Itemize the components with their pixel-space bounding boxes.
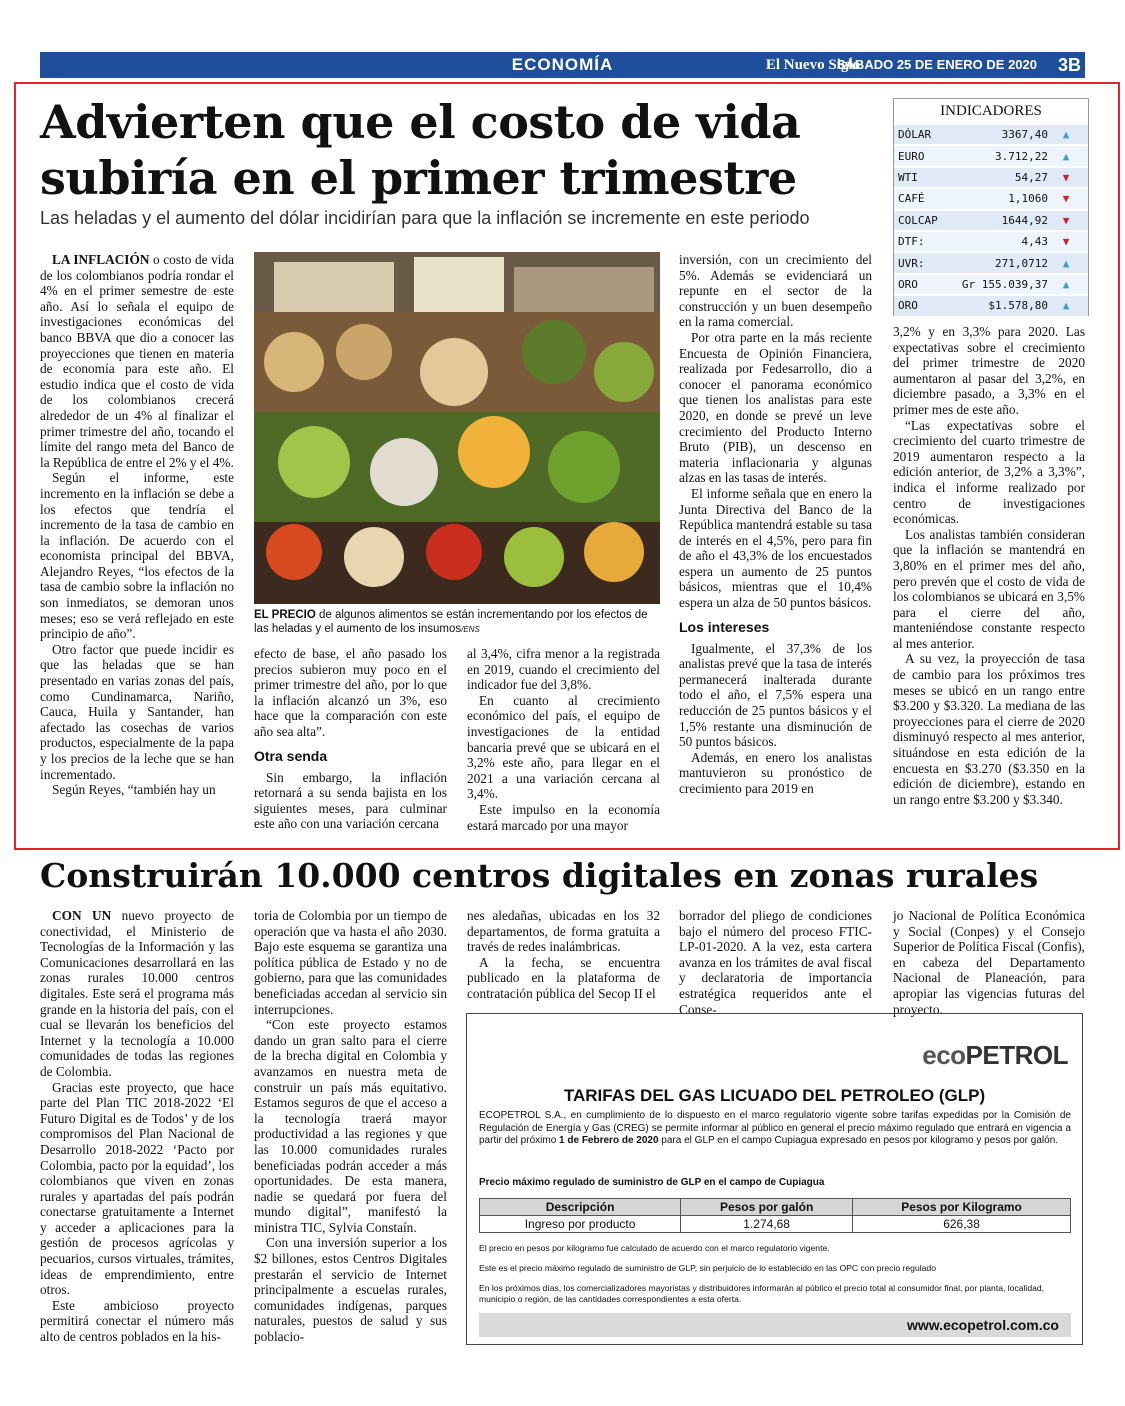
paragraph: [40, 252, 234, 470]
paragraph: “Las expectativas sobre el crecimiento del cuarto trimestre de 2019 aumentaron respecto a la edición anterior, de 3,2% a 3,3%”, indica el informe realizado por centro de investigaciones económicas.: [893, 417, 1085, 527]
article2-column-4: [679, 908, 872, 1017]
logo-part-a: eco: [922, 1040, 966, 1070]
indicators-box: [893, 98, 1089, 316]
paragraph: efecto de base, el año pasado los precios subieron muy poco en el primer trimestre del año, por lo que la inflación alcanzó un 3%, eso hace que la comparación con este año sea alta”.: [254, 646, 447, 739]
paragraph: Igualmente, el 37,3% de los analistas prevé que la tasa de interés permanecerá inalterada durante todo el año, el 7,5% espera una reducción de 25 puntos básicos y el 1,5% restante una disminución de 50 puntos básicos.: [679, 640, 872, 750]
article2-column-2: [254, 908, 447, 1345]
indicators-title: INDICADORES: [940, 103, 1042, 119]
lead-in: CON UN: [52, 908, 112, 923]
paragraph: inversión, con un crecimiento del 5%. Además se evidenciará un repunte en el sector de la construcción y un buen desempeño en la rama comercial.: [679, 252, 872, 330]
ad-note: En los próximos días, los comercializadores mayoristas y distribuidores informarán al público el precio total al consumidor final, por planta, localidad, municipio o región, de las cantidades correspondientes a esta oferta.: [479, 1283, 1045, 1304]
section-title: ECONOMÍA: [511, 55, 614, 74]
indicator-value: 1,1060: [1008, 192, 1048, 206]
indicator-value: 3.712,22: [995, 149, 1048, 163]
table-cell: 626,38: [853, 1216, 1071, 1233]
triangle-up-icon: ▲: [1062, 128, 1070, 142]
indicator-name: ORO: [898, 277, 918, 291]
indicator-row: [894, 187, 1088, 208]
table-cell: 1.274,68: [681, 1216, 853, 1233]
photo-credit: /ENS: [461, 625, 480, 634]
table-header-row: [480, 1199, 1071, 1216]
ecopetrol-logo: [922, 1040, 1068, 1071]
paragraph: Este impulso en la economía estará marcado por una mayor: [467, 801, 660, 833]
indicator-name: UVR:: [898, 256, 925, 270]
indicator-value: 54,27: [1014, 170, 1048, 184]
paragraph: Este ambicioso proyecto permitirá conectar el número más alto de centros poblados en la his-: [40, 1297, 234, 1345]
paragraph: Gracias este proyecto, que hace parte del Plan TIC 2018-2022 ‘El Futuro Digital es de Todos’ y de los compromisos del Plan Nacional de Desarrollo 2018-2022 ‘Pacto por Colombia, pacto por la equidad’, los colombianos que viven en zonas rurales y apartadas del país podrán conectarse gratuitamente a Internet y acceder a aplicaciones para la gestión de procesos agrícolas y pecuarios, cursos virtuales, trámites, ideas de emprendimiento, entre otros.: [40, 1079, 234, 1298]
article2-column-5: [893, 908, 1085, 1017]
indicator-value: 1644,92: [1001, 213, 1048, 227]
indicator-row: [894, 230, 1088, 251]
indicator-row: [894, 273, 1088, 294]
ad-body-text: ECOPETROL S.A., en cumplimiento de lo dispuesto en el marco regulatorio vigente sobre tarifas expedidas por la Comisión de Regulación de Energía y Gas (CREG) se permite informar al público en general el precio máximo regulado que entrará en vigencia a partir del próximo: [479, 1110, 1071, 1146]
triangle-up-icon: ▲: [1062, 277, 1070, 291]
indicator-name: CAFÉ: [898, 192, 925, 206]
table-cell: Ingreso por producto: [480, 1216, 681, 1233]
triangle-down-icon: ▼: [1062, 170, 1070, 184]
triangle-up-icon: ▲: [1062, 256, 1070, 270]
indicator-value: Gr 155.039,37: [961, 277, 1048, 291]
newspaper-name: El Nuevo Siglo: [765, 57, 860, 73]
table-header: Pesos por Kilogramo: [853, 1199, 1071, 1216]
paragraph: 3,2% y en 3,3% para 2020. Las expectativas sobre el crecimiento del primer trimestre de 2020 aumentaron al pasar del 3,2%, en diciembre pasado, a 3,3% en el primer mes de este año.: [893, 324, 1085, 417]
table-row: [480, 1216, 1071, 1233]
ad-body: [479, 1110, 1071, 1148]
ad-body-date: 1 de Febrero de 2020: [559, 1135, 659, 1146]
triangle-down-icon: ▼: [1062, 192, 1070, 206]
article-headline: Advierten que el costo de vida subiría en el primer trimestre: [40, 95, 801, 205]
subheading: Los intereses: [679, 618, 770, 635]
indicator-name: DÓLAR: [898, 128, 932, 142]
indicator-row: [894, 166, 1088, 187]
triangle-up-icon: ▲: [1062, 299, 1070, 313]
market-photo: [254, 252, 660, 604]
triangle-up-icon: ▲: [1062, 149, 1070, 163]
paragraph: Además, en enero los analistas mantuvieron su pronóstico de crecimiento para 2019 en: [679, 749, 872, 796]
indicator-value: 271,0712: [995, 256, 1048, 270]
logo-part-b: PETROL: [965, 1040, 1068, 1070]
article-column-3: [467, 646, 660, 833]
paragraph: Según el informe, este incremento en la inflación se debe a los efectos que tendría el incremento de la tasa de cambio en la inflación. De acuerdo con el economista principal del BBVA, Alejandro Reyes, “los efectos de la tasa de cambio sobre la inflación no son inmediatos, se demoran unos meses; eso se verá reflejado en este principio de año”.: [40, 470, 234, 642]
ad-note: Este es el precio máximo regulado de suministro de GLP, sin perjuicio de lo establecido en las OPC con precio regulado: [479, 1263, 936, 1273]
paragraph: En cuanto al crecimiento económico del país, el equipo de investigaciones de la entidad bancaria prevé que se ubicará en el 3,2% este año, para llegar en el 2021 a una variación cercana al 3,4%.: [467, 692, 660, 802]
article2-column-3: [467, 908, 660, 1002]
price-table: [479, 1198, 1071, 1233]
lead-in: LA INFLACIÓN: [52, 252, 150, 267]
paragraph: A la fecha, se encuentra publicado en la plataforma de contratación pública del Secop II el: [467, 954, 660, 1001]
indicator-name: EURO: [898, 149, 925, 163]
paragraph-text: o costo de vida de los colombianos podría rondar el 4% en el primer semestre de este año. Así lo señala el equipo de investigaciones económicas del banco BBVA que dio a conocer las proyecciones que tienen en materia de economía para este año. El estudio indica que el costo de vida de los colombianos crecerá alrededor de un 4% al finalizar el primer trimestre del año, tocando el límite del rango meta del Banco de la República de entre el 2% y el 4%.: [40, 252, 234, 470]
indicator-value: 4,43: [1021, 235, 1048, 249]
triangle-down-icon: ▼: [1062, 213, 1070, 227]
issue-date: SÁBADO 25 DE ENERO DE 2020: [836, 57, 1037, 72]
paragraph: “Con este proyecto estamos dando un gran salto para el cierre de la brecha digital en Colombia y avanzamos en nuestra meta de construir un país más equitativo. Estamos seguros de que el acceso a la tecnología traerá mayor productividad a las regiones y que las 10.000 comunidades rurales beneficiadas podrán acceder a más oportunidades. De esta manera, nadie se quedará por fuera del mundo digital”, manifestó la ministra TIC, Sylvia Constaín.: [254, 1017, 447, 1235]
ad-note: El precio en pesos por kilogramo fue calculado de acuerdo con el marco regulatorio vigente.: [479, 1243, 830, 1253]
article-column-5: [893, 324, 1085, 807]
indicator-name: COLCAP: [898, 213, 938, 227]
indicator-name: WTI: [898, 170, 918, 184]
paragraph: Sin embargo, la inflación retornará a su senda bajista en los siguientes meses, para culminar este año con una variación cercana: [254, 769, 447, 832]
article2-column-1: [40, 908, 234, 1345]
triangle-down-icon: ▼: [1062, 235, 1070, 249]
paragraph: Con una inversión superior a los $2 billones, estos Centros Digitales prestarán el servicio de Internet principalmente a escuelas rurales, comunidades indígenas, parques naturales, puestos de salud y sus poblacio-: [254, 1235, 447, 1345]
indicator-row: [894, 144, 1088, 165]
paragraph: Según Reyes, “también hay un: [52, 782, 216, 798]
paragraph: El informe señala que en enero la Junta Directiva del Banco de la República mantendrá estable su tasa de interés en el 4,5%, pero para fin de año el 43,3% de los encuestados espera un aumento de 25 puntos básicos, mientras que el 10,4% espera un alza de 50 puntos básicos.: [679, 485, 872, 611]
table-header: Descripción: [480, 1199, 681, 1216]
paragraph: Otro factor que puede incidir es que las heladas que se han presentado en varias zonas del país, como Cundinamarca, Nariño, Cauca, Huila y Santander, han afectado las cosechas de varios productos, especialmente de la papa y los precios de la leche que se han incrementado.: [40, 641, 234, 782]
ad-table-caption: Precio máximo regulado de suministro de GLP en el campo de Cupiagua: [479, 1177, 825, 1188]
paragraph: Por otra parte en la más reciente Encuesta de Opinión Financiera, realizada por Fedesarrollo, dio a conocer el panorama económico que tienen los analistas para este 2020, en donde se prevé un leve crecimiento del Producto Interno Bruto (PIB), un descenso en materia inflacionaria y algunas alzas en las tasas de interés.: [679, 329, 872, 486]
indicator-row: [894, 123, 1088, 144]
second-article-headline: Construirán 10.000 centros digitales en zonas rurales: [40, 856, 1039, 895]
article-column-2: [254, 646, 447, 832]
subheading: Otra senda: [254, 747, 328, 764]
paragraph: [40, 908, 234, 1080]
section-header-bar: [40, 52, 1085, 78]
article-subheadline: Las heladas y el aumento del dólar incidirían para que la inflación se incremente en este periodo: [40, 208, 810, 228]
paragraph: al 3,4%, cifra menor a la registrada en 2019, cuando el crecimiento del indicador fue del 3,8%.: [467, 646, 660, 693]
table-header: Pesos por galón: [681, 1199, 853, 1216]
indicator-row: [894, 251, 1088, 272]
photo-caption: [254, 608, 660, 637]
indicator-value: 3367,40: [1001, 128, 1048, 142]
indicator-row: [894, 209, 1088, 230]
indicator-name: DTF:: [898, 235, 925, 249]
indicator-value: $1.578,80: [988, 299, 1048, 313]
indicators-table: [894, 123, 1088, 316]
article-column-1: [40, 252, 234, 798]
caption-lead: EL PRECIO: [254, 609, 316, 621]
ad-body-text: para el GLP en el campo Cupiagua expresado en pesos por kilogramo y pesos por galón.: [658, 1135, 1059, 1146]
ecopetrol-ad: [466, 1013, 1083, 1345]
paragraph: toria de Colombia por un tiempo de operación que va hasta el año 2030. Bajo este esquema se garantiza una política pública de Estado y no de gobierno, para que las comunidades beneficiadas accedan al servicio sin interrupciones.: [254, 908, 447, 1017]
indicator-name: ORO: [898, 299, 918, 313]
page-number: 3B: [1057, 55, 1081, 75]
indicator-row: [894, 294, 1088, 315]
caption-text: de algunos alimentos se están incrementando por los efectos de las heladas y el aumento de los insumos: [254, 609, 648, 635]
paragraph: jo Nacional de Política Económica y Social (Conpes) y el Consejo Superior de Política Fiscal (Confis), en cabeza del Departamento Nacional de Planeación, para apropiar las vigencias futuras del proyecto.: [893, 908, 1085, 1017]
article-column-4: [679, 252, 872, 797]
paragraph: Los analistas también consideran que la inflación se mantendrá en 3,80% en el primer mes del año, pero prevén que el costo de vida de los colombianos se ubicará en 3,5% para el cierre del año, manteniéndose constante respecto al mes anterior.: [893, 526, 1085, 651]
paragraph-text: nuevo proyecto de conectividad, el Ministerio de Tecnologías de la Información y las Comunicaciones desarrollará en las zonas rurales 10.000 centros digitales. Este será el programa más grande en la historia del país, con el cual se llevarán los beneficios del Internet y la tecnología a 10.000 comunidades de todas las regiones de Colombia.: [40, 908, 234, 1079]
market-stall-image: [254, 252, 660, 604]
ad-title: TARIFAS DEL GAS LICUADO DEL PETROLEO (GLP): [563, 1086, 986, 1105]
paragraph: nes aledañas, ubicadas en los 32 departamentos, de forma gratuita a través de redes inalámbricas.: [467, 908, 660, 955]
paragraph: A su vez, la proyección de tasa de cambio para los próximos tres meses se ubicó en un rango entre $3.200 y $3.320. La mediana de las proyecciones para el cierre de 2020 disminuyó respecto al mes anterior, situándose en esta edición de la encuesta en $3.270 ($3.350 en la edición de diciembre), estando en un rango entre $3.200 y $3.340.: [893, 651, 1085, 807]
paragraph: borrador del pliego de condiciones bajo el número del proceso FTIC-LP-01-2020. A la vez, esta cartera avanza en los trámites de aval fiscal y declaratoria de importancia estratégica requeridos ante el Conse-: [679, 908, 872, 1017]
ad-website-link[interactable]: www.ecopetrol.com.co: [479, 1313, 1071, 1337]
